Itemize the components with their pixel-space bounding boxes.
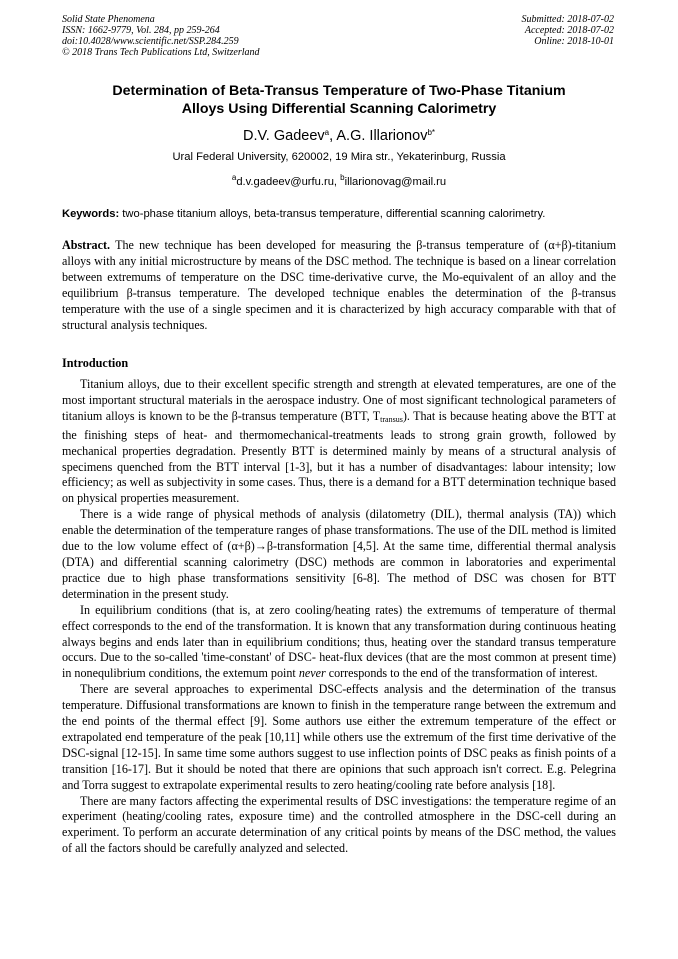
author-2: A.G. Illarionov (336, 128, 428, 144)
abstract-label: Abstract. (62, 238, 111, 252)
paragraph-3-a: In equilibrium conditions (that is, at zero cooling/heating rates) the extremums of temperature of thermal effect corresponds to the end of the transformation. It is known that any transformation during continuous heating always begins and ends later than in equilibrium conditions; thus, heating over the standard transus temperature occurs. Due to the so-called 'time-constant' of DSC- heat-flux devices (that are the most common at present time) in nonequlibrium conditions, the extemum point (62, 602, 616, 681)
email-a: d.v.gadeev@urfu.ru, (236, 176, 341, 188)
author-2-affil: b* (427, 128, 436, 137)
email-b-marker: b (340, 173, 345, 182)
author-separator: , (329, 128, 337, 144)
paragraph-5: There are many factors affecting the experimental results of DSC investigations: the temperature regime of an experiment (heating/cooling rates, exposure time) and the controlled atmosphere in the DSC-cell during an experiment. To perform an accurate determination of any critical points by means of the DSC method, the values of all the factors should be carefully analyzed and selected. (62, 793, 616, 856)
emails (62, 171, 616, 189)
journal-doi: doi:10.4028/www.scientific.net/SSP.284.259 (62, 36, 239, 47)
paragraph-1 (62, 377, 616, 507)
paragraph-2: There is a wide range of physical methods of analysis (dilatometry (DIL), thermal analysis (TA)) which enable the determination of the temperature ranges of phase transformations. The use of the DIL method is limited due to the low volume effect of (α+β)→β-transformation [4,5]. At the same time, differential thermal analysis (DTA) and differential scanning calorimetry (DSC) methods are common in laboratories and experimental practice due to high phase transformations sensitivity [6-8]. The method of DSC was chosen for BTT determination in the present study. (62, 507, 616, 601)
paragraph-1-a: Titanium alloys, due to their excellent specific strength and strength at elevated temperatures, are one of the most important structural materials in the aerospace industry. One of most significant technological parameters of titanium alloys is known to be the β-transus temperature (BTT, T (62, 377, 616, 423)
author-1: D.V. Gadeev (242, 128, 325, 144)
paper-title (62, 82, 616, 118)
author-1-affil: a (324, 128, 330, 137)
section-heading-introduction: Introduction (62, 356, 129, 370)
journal-header-left (62, 14, 260, 58)
accepted-date: Accepted: 2018-07-02 (524, 25, 614, 36)
title-line-1: Determination of Beta-Transus Temperature of Two-Phase Titanium (112, 83, 566, 99)
submitted-date: Submitted: 2018-07-02 (521, 14, 614, 25)
title-line-2: Alloys Using Differential Scanning Calorimetry (181, 101, 497, 117)
keywords (62, 207, 616, 221)
keywords-text: two-phase titanium alloys, beta-transus temperature, differential scanning calorimetry. (119, 208, 546, 220)
paragraph-1-b: ). That is because heating above the BTT at the finishing steps of heat- and thermomechanical-treatments leads to strong grain growth, followed by mechanical properties degradation. Presently BTT is determined mainly by means of a structural analysis of specimens quenched from the BTT interval [1-3], but it has a number of disadvantages: labour intensity; low efficiency; as well as subjectivity in some cases. Thus, there is a demand for a BTT determination technique based on physical properties measurement. (62, 408, 616, 506)
affiliation: Ural Federal University, 620002, 19 Mira str., Yekaterinburg, Russia (172, 151, 506, 163)
journal-header-right (522, 14, 615, 47)
introduction-body (62, 377, 616, 857)
journal-issn: ISSN: 1662-9779, Vol. 284, pp 259-264 (62, 25, 220, 36)
paragraph-4: There are several approaches to experimental DSC-effects analysis and the determination of the transus temperature. Diffusional transformations are known to finish in the temperature range between the extremum and the end points of the thermal effect [9]. Some authors use either the extremum temperature of the effect or extrapolated end temperature of the peak [10,11] while others use the extremum of the first time derivative of the DSC-signal [12-15]. In same time some authors suggest to use inflection points of DSC peaks as finish points of a transition [16-17]. But it should be noted that there are opinions that such approach isn't correct. E.g. Pelegrina and Torra suggest to extrapolate experimental results to zero heating/cooling rate before analysis [18]. (62, 682, 616, 792)
paragraph-1-subscript: transus (380, 414, 403, 424)
journal-copyright: © 2018 Trans Tech Publications Ltd, Switzerland (62, 47, 260, 58)
email-a-marker: a (231, 173, 237, 182)
abstract-text: The new technique has been developed for measuring the β-transus temperature of (α+β)-titanium alloys with any initial microstructure by means of the DSC method. The technique is based on a linear correlation between extremums of temperature on the DSC time-derivative curve, the Mo-equivalent of an alloy and the equilibrium β-transus temperature. The developed technique enables the determination of the β-transus temperature with the use of a single specimen and it is characterized by high accuracy comparable with that of structural analysis techniques. (62, 238, 616, 332)
paragraph-3-b: corresponds to the end of the transformation of interest. (325, 666, 598, 681)
authors (62, 124, 616, 145)
email-b: illarionovag@mail.ru (344, 176, 447, 188)
journal-name: Solid State Phenomena (62, 14, 155, 25)
paragraph-3 (62, 603, 616, 683)
keywords-label: Keywords: (62, 208, 120, 220)
abstract (62, 238, 616, 333)
online-date: Online: 2018-10-01 (534, 36, 614, 47)
paragraph-3-emphasis: never (298, 666, 326, 681)
